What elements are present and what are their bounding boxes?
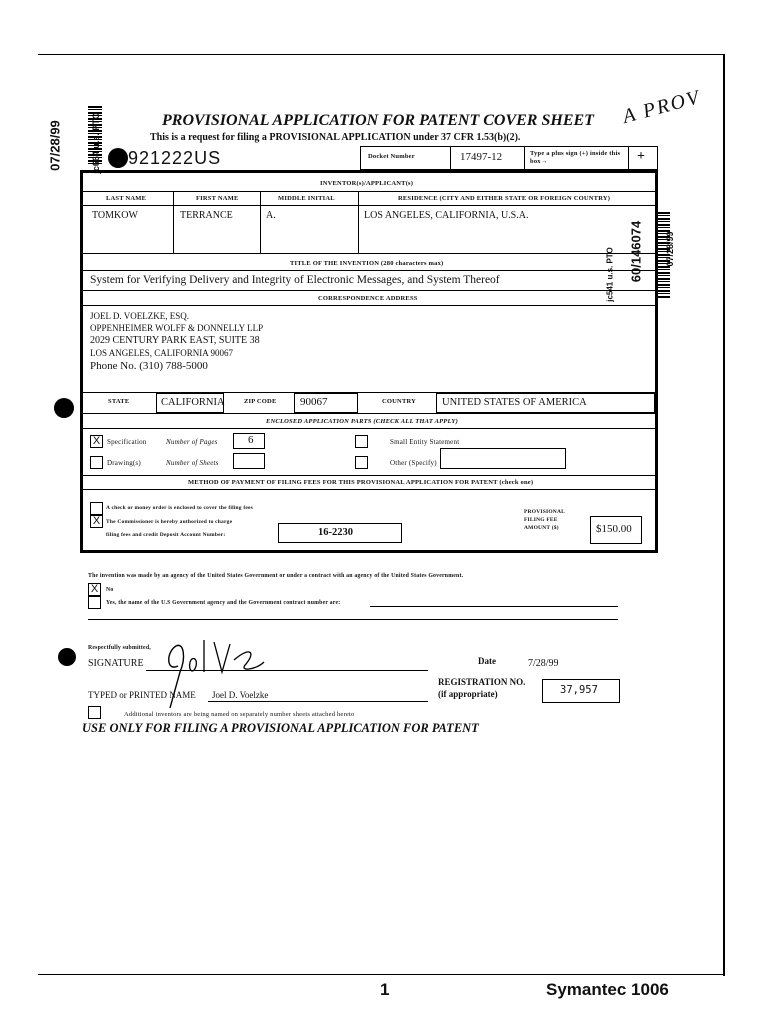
top-rule — [38, 54, 724, 55]
inventor-last-name: TOMKOW — [92, 210, 138, 221]
commissioner-label-1: The Commissioner is hereby authorized to charge — [106, 519, 233, 525]
government-no-checkbox[interactable]: X — [88, 583, 101, 596]
col-residence: RESIDENCE (CITY AND EITHER STATE OR FOREIGN COUNTRY) — [398, 195, 611, 202]
inventor-first-name: TERRANCE — [180, 210, 233, 221]
specification-label: Specification — [107, 438, 147, 446]
col-last-name: LAST NAME — [106, 195, 147, 202]
fee-amount-value: $150.00 — [596, 523, 632, 535]
right-stamp-code: jc541 u.s. PTO — [605, 247, 615, 302]
docket-label: Docket Number — [368, 153, 415, 160]
docket-number: 17497-12 — [460, 151, 503, 163]
enclosed-section-label: ENCLOSED APPLICATION PARTS (CHECK ALL THAT APPLY) — [266, 418, 458, 425]
account-number-value: 16-2230 — [318, 527, 353, 538]
government-no-label: No — [106, 587, 114, 593]
punch-hole-top — [108, 148, 128, 168]
additional-inventors-label: Additional inventors are being named on separately number sheets attached hereto — [124, 711, 355, 718]
handwritten-prov-note: A PROV — [620, 86, 704, 128]
page-number: 1 — [380, 980, 390, 999]
inventor-middle-initial: A. — [266, 210, 276, 221]
correspondence-line1: JOEL D. VOELZKE, ESQ. — [90, 311, 189, 321]
left-stamp-date: 07/28/99 — [47, 120, 63, 171]
small-entity-checkbox[interactable] — [355, 435, 368, 448]
inventors-section-label: INVENTOR(s)/APPLICANT(s) — [320, 180, 414, 187]
punch-hole-bottom — [58, 648, 76, 666]
specification-checkbox[interactable]: X — [90, 435, 103, 448]
typed-name-value: Joel D. Voelzke — [212, 690, 269, 700]
fee-label-1: PROVISIONAL — [524, 509, 566, 515]
respectfully-submitted: Respectfully submitted, — [88, 645, 151, 651]
zip-value: 90067 — [300, 396, 328, 408]
drawings-checkbox[interactable] — [90, 456, 103, 469]
invention-title: System for Verifying Delivery and Integrity of Electronic Messages, and System Thereof — [90, 274, 500, 286]
bottom-rule — [38, 974, 724, 975]
col-middle-initial: MIDDLE INITIAL — [278, 195, 335, 202]
handwritten-signature — [160, 632, 270, 712]
date-label: Date — [478, 656, 496, 666]
zip-label: ZIP CODE — [244, 398, 277, 405]
pages-label: Number of Pages — [166, 438, 218, 446]
correspondence-line5: Phone No. (310) 788-5000 — [90, 360, 208, 372]
correspondence-section-label: CORRESPONDENCE ADDRESS — [318, 295, 418, 302]
payment-section-label: METHOD OF PAYMENT OF FILING FEES FOR THIS PROVISIONAL APPLICATION FOR PATENT (check one) — [188, 479, 534, 486]
right-rule — [723, 54, 725, 976]
small-entity-label: Small Entity Statement — [390, 438, 460, 446]
other-field[interactable] — [440, 448, 566, 469]
company-label: Symantec 1006 — [546, 980, 669, 999]
fee-label-2: FILING FEE — [524, 517, 558, 523]
right-stamp-date: 07/28/99 — [665, 231, 675, 267]
other-label: Other (Specify) — [390, 459, 437, 467]
additional-inventors-checkbox[interactable] — [88, 706, 101, 719]
country-label: COUNTRY — [382, 398, 417, 405]
pages-value: 6 — [248, 434, 254, 446]
plus-sign: + — [637, 149, 645, 164]
drawings-label: Drawing(s) — [107, 459, 141, 467]
form-subtitle: This is a request for filing a PROVISIONAL APPLICATION under 37 CFR 1.53(b)(2). — [150, 132, 521, 143]
if-appropriate-label: (if appropriate) — [438, 689, 498, 699]
type-plus-label: Type a plus sign (+) inside this box→ — [530, 150, 621, 165]
state-label: STATE — [108, 398, 130, 405]
country-value: UNITED STATES OF AMERICA — [442, 397, 587, 408]
correspondence-line3: 2029 CENTURY PARK EAST, SUITE 38 — [90, 335, 260, 346]
signature-label: SIGNATURE — [88, 658, 144, 669]
government-statement: The invention was made by an agency of the United States Government or under a contract with an agency of the United States Government. — [88, 573, 464, 579]
footer-notice: USE ONLY FOR FILING A PROVISIONAL APPLICATION FOR PATENT — [82, 721, 479, 735]
government-yes-checkbox[interactable] — [88, 596, 101, 609]
left-stamp-code: jc664 u.s. PTO — [91, 112, 101, 174]
stamp-number: 921222US — [128, 148, 222, 168]
fee-label-3: AMOUNT ($) — [524, 525, 559, 531]
right-stamp-number: 60/146074 — [628, 220, 644, 283]
col-first-name: FIRST NAME — [196, 195, 239, 202]
sheets-label: Number of Sheets — [166, 459, 219, 467]
check-enclosed-checkbox[interactable] — [90, 502, 103, 515]
correspondence-line4: LOS ANGELES, CALIFORNIA 90067 — [90, 348, 234, 358]
state-value: CALIFORNIA — [161, 397, 225, 408]
correspondence-line2: OPPENHEIMER WOLFF & DONNELLY LLP — [90, 323, 264, 333]
registration-number-value: 37,957 — [560, 684, 598, 696]
date-value: 7/28/99 — [528, 658, 559, 669]
inventor-residence: LOS ANGELES, CALIFORNIA, U.S.A. — [364, 210, 529, 221]
punch-hole-middle — [54, 398, 74, 418]
form-title: PROVISIONAL APPLICATION FOR PATENT COVER SHEET — [162, 112, 594, 129]
sheets-field[interactable] — [233, 453, 265, 469]
other-checkbox[interactable] — [355, 456, 368, 469]
government-yes-label: Yes, the name of the U.S Government agency and the Government contract number are: — [106, 600, 341, 606]
check-enclosed-label: A check or money order is enclosed to cover the filing fees — [106, 505, 253, 511]
commissioner-checkbox[interactable]: X — [90, 515, 103, 528]
typed-name-label: TYPED or PRINTED NAME — [88, 690, 196, 700]
invention-section-label: TITLE OF THE INVENTION (280 characters max) — [290, 260, 444, 267]
registration-label: REGISTRATION NO. — [438, 677, 526, 687]
commissioner-label-2: filing fees and credit Deposit Account Number: — [106, 532, 226, 538]
